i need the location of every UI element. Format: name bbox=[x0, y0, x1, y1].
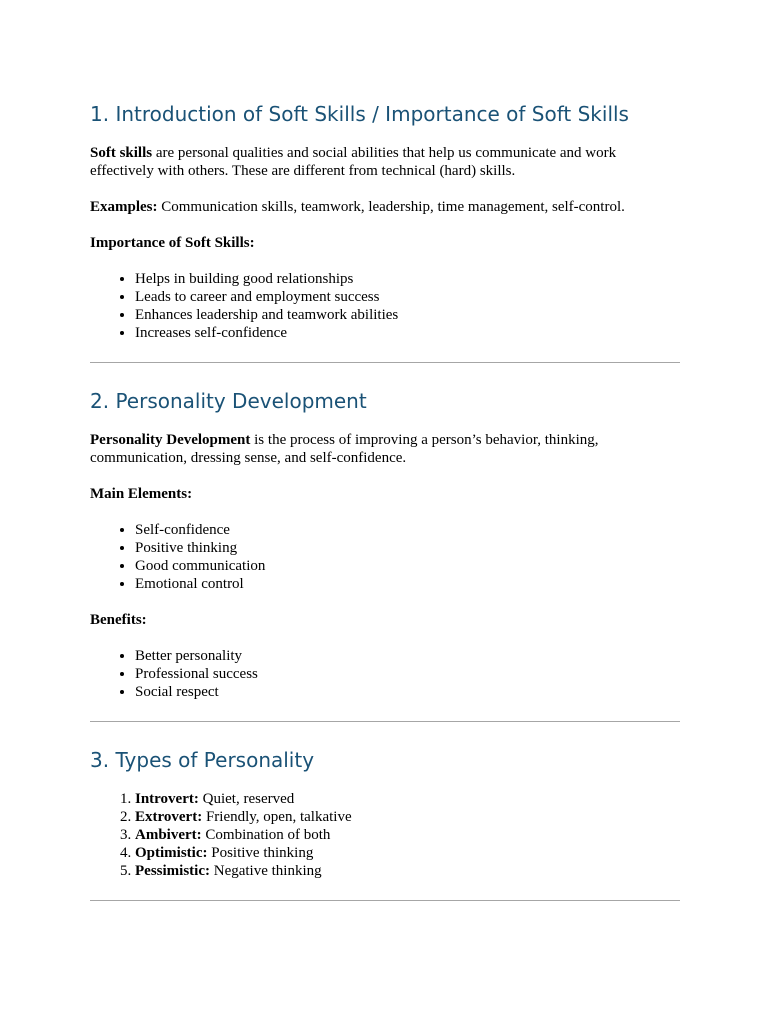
type-term: Optimistic: bbox=[135, 845, 208, 861]
benefits-label: Benefits: bbox=[90, 612, 147, 628]
section-divider bbox=[90, 900, 680, 901]
document-page bbox=[90, 100, 680, 901]
examples-text: Communication skills, teamwork, leadership, time management, self-control. bbox=[157, 199, 625, 215]
personality-development-definition bbox=[90, 431, 680, 467]
list-item bbox=[135, 862, 680, 880]
list-item: • Positive thinking bbox=[135, 539, 680, 557]
section-divider bbox=[90, 362, 680, 363]
soft-skills-definition bbox=[90, 144, 680, 180]
term-soft-skills: Soft skills bbox=[90, 145, 153, 161]
list-item: • Better personality bbox=[135, 647, 680, 665]
importance-label: Importance of Soft Skills: bbox=[90, 235, 255, 251]
type-term: Introvert: bbox=[135, 791, 199, 807]
list-item bbox=[135, 826, 680, 844]
main-elements-label: Main Elements: bbox=[90, 486, 193, 502]
section-1-heading: 1. Introduction of Soft Skills / Importance of Soft Skills bbox=[90, 102, 629, 126]
type-desc: Quiet, reserved bbox=[198, 791, 295, 807]
term-personality-development: Personality Development bbox=[90, 432, 251, 448]
soft-skills-definition-text: are personal qualities and social abilities that help us communicate and work effectively with others. These are different from technical (hard) skills. bbox=[90, 145, 617, 179]
list-item: • Good communication bbox=[135, 557, 680, 575]
section-divider bbox=[90, 721, 680, 722]
type-term: Extrovert: bbox=[135, 809, 203, 825]
list-item: • Social respect bbox=[135, 683, 680, 701]
benefits-list bbox=[90, 647, 680, 701]
list-item: • Enhances leadership and teamwork abilities bbox=[135, 306, 680, 324]
examples-paragraph bbox=[90, 198, 680, 216]
personality-types-list bbox=[90, 790, 680, 880]
importance-list bbox=[90, 270, 680, 342]
list-item: • Professional success bbox=[135, 665, 680, 683]
list-item: • Leads to career and employment success bbox=[135, 288, 680, 306]
type-desc: Friendly, open, talkative bbox=[202, 809, 352, 825]
list-item: • Emotional control bbox=[135, 575, 680, 593]
main-elements-list bbox=[90, 521, 680, 593]
section-3-heading: 3. Types of Personality bbox=[90, 748, 315, 772]
list-item: • Increases self-confidence bbox=[135, 324, 680, 342]
list-item bbox=[135, 844, 680, 862]
list-item bbox=[135, 808, 680, 826]
type-desc: Combination of both bbox=[201, 827, 331, 843]
type-term: Ambivert: bbox=[135, 827, 202, 843]
type-term: Pessimistic: bbox=[135, 863, 210, 879]
examples-label: Examples: bbox=[90, 199, 158, 215]
type-desc: Negative thinking bbox=[209, 863, 322, 879]
section-2-heading: 2. Personality Development bbox=[90, 389, 367, 413]
list-item bbox=[135, 790, 680, 808]
list-item: • Self-confidence bbox=[135, 521, 680, 539]
personality-development-definition-text: is the process of improving a person’s behavior, thinking, communication, dressing sense, and self-confidence. bbox=[90, 432, 599, 466]
type-desc: Positive thinking bbox=[207, 845, 314, 861]
list-item: • Helps in building good relationships bbox=[135, 270, 680, 288]
